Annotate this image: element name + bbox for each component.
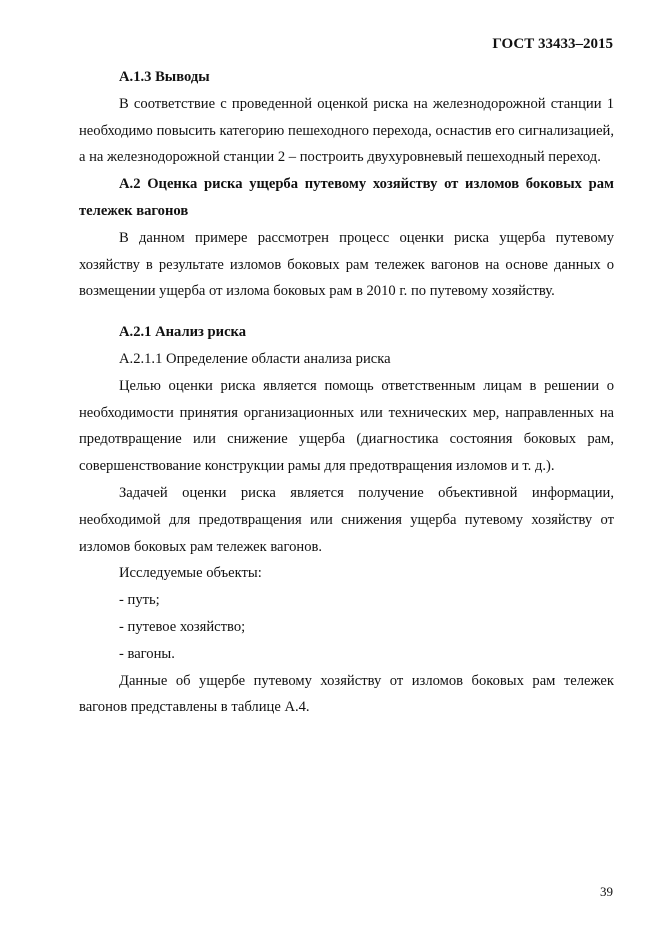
document-code: ГОСТ 33433–2015 (492, 36, 613, 52)
heading-a21: А.2.1 Анализ риска (119, 324, 247, 341)
heading-a2: А.2 Оценка риска ущерба путевому хозяйству от изломов боковых рам тележек вагонов (79, 176, 614, 219)
page-number: 39 (600, 884, 613, 899)
paragraph-a2: В данном примере рассмотрен процесс оценки риска ущерба путевому хозяйству в результате изломов боковых рам тележек вагонов на основе данных о возмещении ущерба от излома боковых рам в 2010 г. по путевому хозяйству. (79, 229, 614, 300)
paragraph-a211-goal: Целью оценки риска является помощь ответственным лицам в решении о необходимости принятия организационных или технических мер, направленных на предотвращение или снижение ущерба (диагностика состояния боковых рам, совершенствование конструкции рамы для предотвращения изломов и т. д.). (79, 377, 614, 475)
heading-a211: А.2.1.1 Определение области анализа риска (119, 350, 391, 367)
paragraph-a13: В соответствие с проведенной оценкой риска на железнодорожной станции 1 необходимо повысить категорию пешеходного перехода, оснастив его сигнализацией, а на железнодорожной станции 2 – построить двухуровневый пешеходный переход. (79, 95, 614, 166)
list-item: - путевое хозяйство; (119, 618, 246, 635)
list-item: - вагоны. (119, 645, 175, 662)
paragraph-table-reference: Данные об ущербе путевому хозяйству от изломов боковых рам тележек вагонов представлены в таблице А.4. (79, 672, 614, 716)
page-content (79, 64, 614, 721)
heading-a13: А.1.3 Выводы (119, 69, 210, 85)
list-item: - путь; (119, 592, 160, 609)
paragraph-a211-task: Задачей оценки риска является получение объективной информации, необходимой для предотвращения или снижения ущерба путевому хозяйству от изломов боковых рам тележек вагонов. (79, 484, 614, 555)
objects-label: Исследуемые объекты: (119, 565, 262, 582)
